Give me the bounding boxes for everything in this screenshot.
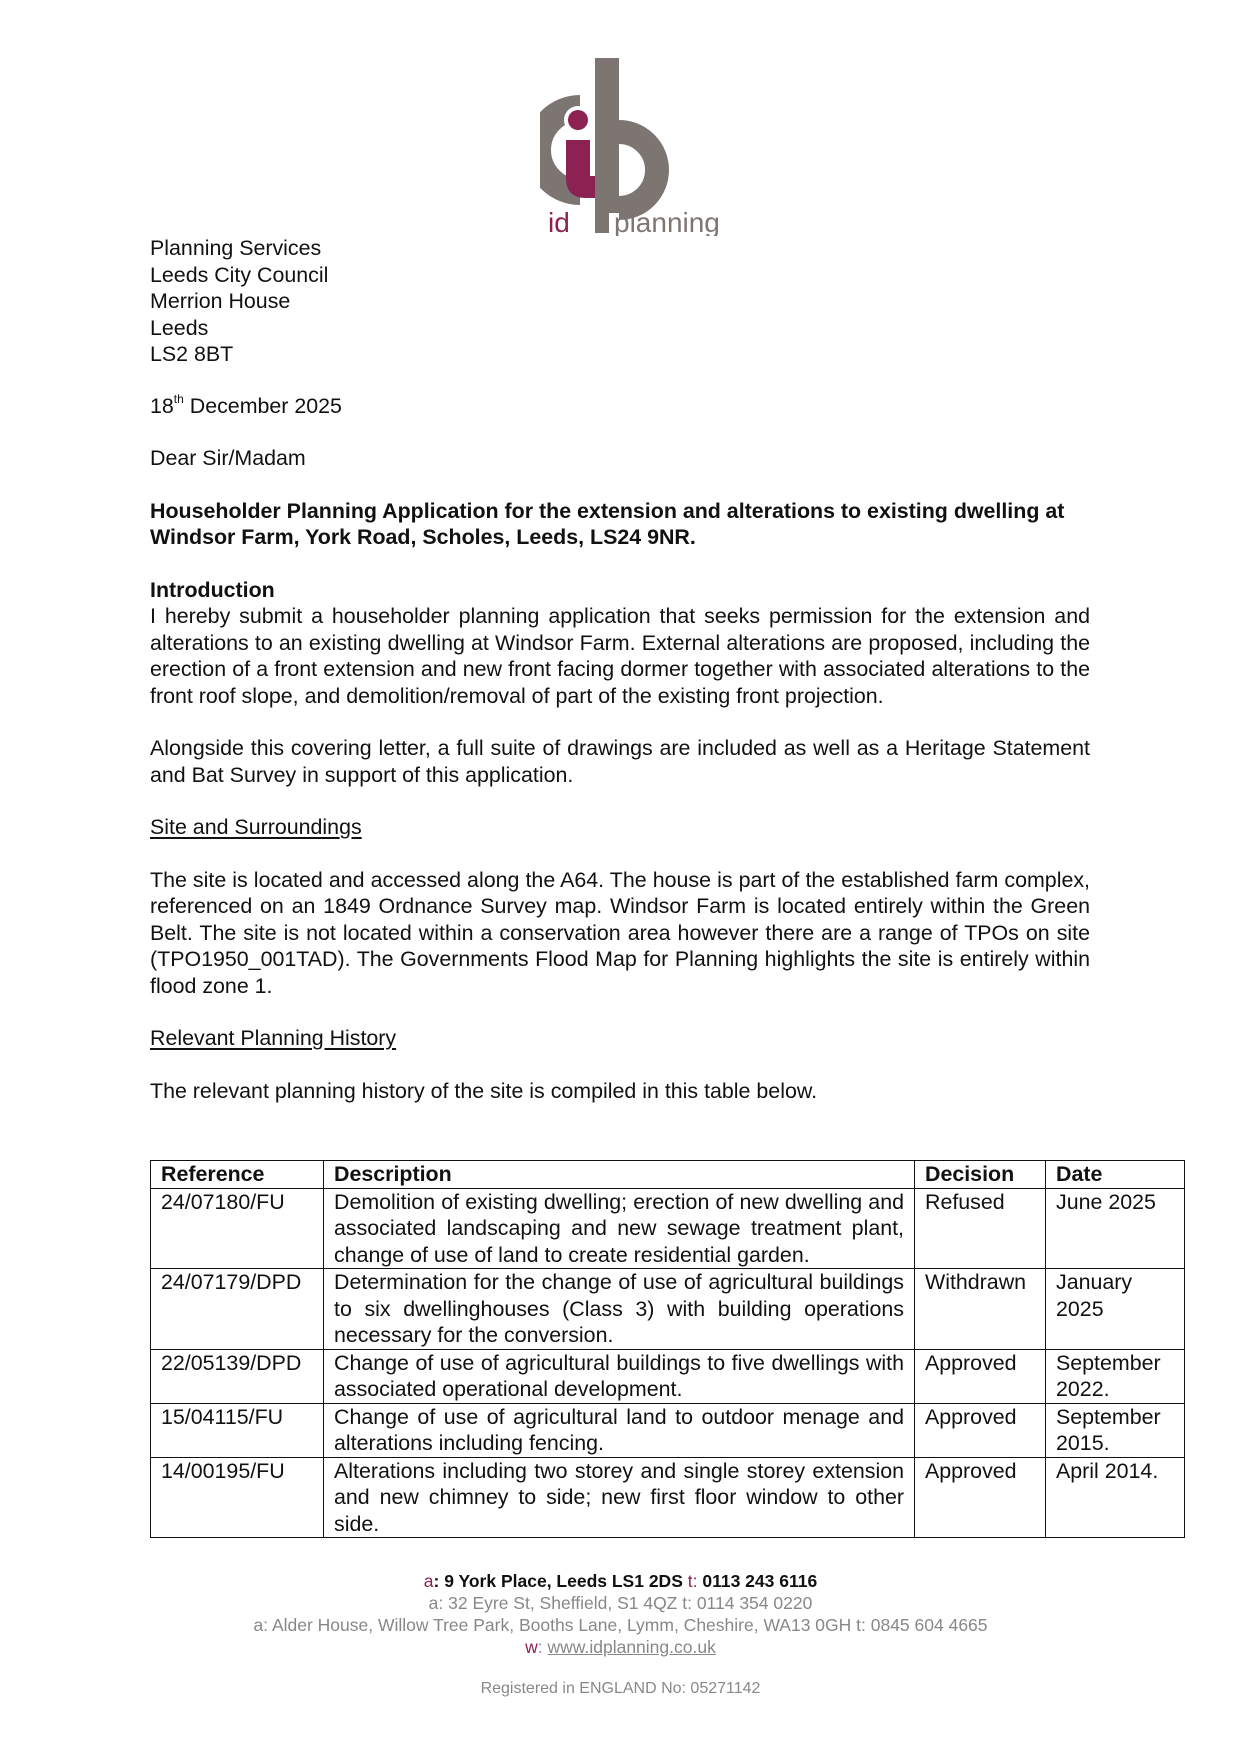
date-rest: December 2025 bbox=[183, 393, 342, 418]
planning-history-table bbox=[150, 1160, 1185, 1538]
recipient-line: Leeds bbox=[150, 315, 209, 340]
history-intro: The relevant planning history of the site is compiled in this table below. bbox=[150, 1078, 818, 1103]
table-row bbox=[151, 1349, 1185, 1403]
cell-date: January 2025 bbox=[1046, 1269, 1185, 1350]
letter-date bbox=[150, 393, 1090, 420]
cell-date: June 2025 bbox=[1046, 1188, 1185, 1269]
cell-description: Change of use of agricultural buildings to five dwellings with associated operational development. bbox=[324, 1349, 915, 1403]
cell-description: Demolition of existing dwelling; erection of new dwelling and associated landscaping and new sewage treatment plant, change of use of land to create residential garden. bbox=[324, 1188, 915, 1269]
footer-leeds-address: 9 York Place, Leeds LS1 2DS bbox=[444, 1571, 683, 1591]
site-paragraph: The site is located and accessed along the A64. The house is part of the established farm complex, referenced on an 1849 Ordnance Survey map. Windsor Farm is located entirely within the Green Belt. The site is not located within a conservation area however there are a range of TPOs on site (TPO1950_001TAD). The Governments Flood Map for Planning highlights the site is entirely within flood zone 1. bbox=[150, 867, 1090, 998]
cell-date: September 2015. bbox=[1046, 1403, 1185, 1457]
footer-website: w: www.idplanning.co.uk bbox=[525, 1637, 716, 1657]
cell-description: Determination for the change of use of agricultural buildings to six dwellinghouses (Class 3) with building operations necessary for the conversion. bbox=[324, 1269, 915, 1350]
table-header-row bbox=[151, 1161, 1185, 1189]
logo-text-id: id bbox=[548, 207, 570, 236]
date-suffix: th bbox=[173, 392, 184, 407]
column-header-reference: Reference bbox=[151, 1161, 324, 1189]
table-row bbox=[151, 1457, 1185, 1538]
column-header-date: Date bbox=[1046, 1161, 1185, 1189]
footer-web-label: w bbox=[525, 1637, 538, 1657]
footer-leeds-phone: 0113 243 6116 bbox=[702, 1571, 818, 1591]
website-link[interactable]: www.idplanning.co.uk bbox=[547, 1637, 716, 1657]
date-day: 18 bbox=[150, 393, 174, 418]
history-heading: Relevant Planning History bbox=[150, 1026, 397, 1050]
column-header-description: Description bbox=[324, 1161, 915, 1189]
salutation: Dear Sir/Madam bbox=[150, 446, 306, 470]
introduction-heading: Introduction bbox=[150, 577, 275, 602]
logo-text-planning: planning bbox=[614, 207, 720, 236]
cell-reference: 22/05139/DPD bbox=[151, 1349, 324, 1403]
company-logo bbox=[540, 58, 730, 236]
cell-date: September 2022. bbox=[1046, 1349, 1185, 1403]
column-header-decision: Decision bbox=[915, 1161, 1046, 1189]
id-planning-logo-icon bbox=[540, 58, 730, 236]
cell-decision: Approved bbox=[915, 1403, 1046, 1457]
letter-body bbox=[150, 235, 1090, 1104]
recipient-line: Merrion House bbox=[150, 289, 291, 313]
cell-reference: 24/07180/FU bbox=[151, 1188, 324, 1269]
cell-decision: Approved bbox=[915, 1457, 1046, 1538]
footer-leeds-office: a: 9 York Place, Leeds LS1 2DS t: 0113 243 6116 bbox=[423, 1571, 818, 1591]
table-row bbox=[151, 1188, 1185, 1269]
cell-description: Alterations including two storey and single storey extension and new chimney to side; new first floor window to other side. bbox=[324, 1457, 915, 1538]
recipient-line: LS2 8BT bbox=[150, 342, 234, 366]
company-registration: Registered in ENGLAND No: 05271142 bbox=[480, 1680, 761, 1697]
table-row bbox=[151, 1403, 1185, 1457]
cell-description: Change of use of agricultural land to outdoor menage and alterations including fencing. bbox=[324, 1403, 915, 1457]
cell-decision: Withdrawn bbox=[915, 1269, 1046, 1350]
footer-address-label: a bbox=[423, 1571, 434, 1591]
site-heading: Site and Surroundings bbox=[150, 815, 362, 839]
cell-decision: Refused bbox=[915, 1188, 1046, 1269]
cell-reference: 24/07179/DPD bbox=[151, 1269, 324, 1350]
cell-reference: 15/04115/FU bbox=[151, 1403, 324, 1457]
recipient-line: Leeds City Council bbox=[150, 262, 329, 287]
table-row bbox=[151, 1269, 1185, 1350]
cell-decision: Approved bbox=[915, 1349, 1046, 1403]
cell-date: April 2014. bbox=[1046, 1457, 1185, 1538]
recipient-line: Planning Services bbox=[150, 236, 322, 260]
supporting-docs-paragraph: Alongside this covering letter, a full suite of drawings are included as well as a Heritage Statement and Bat Survey in support of this application. bbox=[150, 736, 1090, 787]
recipient-address bbox=[150, 235, 1090, 368]
subject-line: Householder Planning Application for the extension and alterations to existing dwelling at Windsor Farm, York Road, Scholes, Leeds, LS24 9NR. bbox=[150, 498, 1065, 549]
footer-sheffield-office: a: 32 Eyre St, Sheffield, S1 4QZ t: 0114 354 0220 bbox=[428, 1593, 813, 1613]
footer-lymm-office: a: Alder House, Willow Tree Park, Booths Lane, Lymm, Cheshire, WA13 0GH t: 0845 604 4665 bbox=[253, 1615, 988, 1635]
letter-footer bbox=[0, 1570, 1241, 1700]
cell-reference: 14/00195/FU bbox=[151, 1457, 324, 1538]
introduction-paragraph: I hereby submit a householder planning application that seeks permission for the extension and alterations to an existing dwelling at Windsor Farm. External alterations are proposed, including the erection of a front extension and new front facing dormer together with associated alterations to the front roof slope, and demolition/removal of part of the existing front projection. bbox=[150, 604, 1090, 708]
footer-phone-label: t bbox=[687, 1571, 693, 1591]
